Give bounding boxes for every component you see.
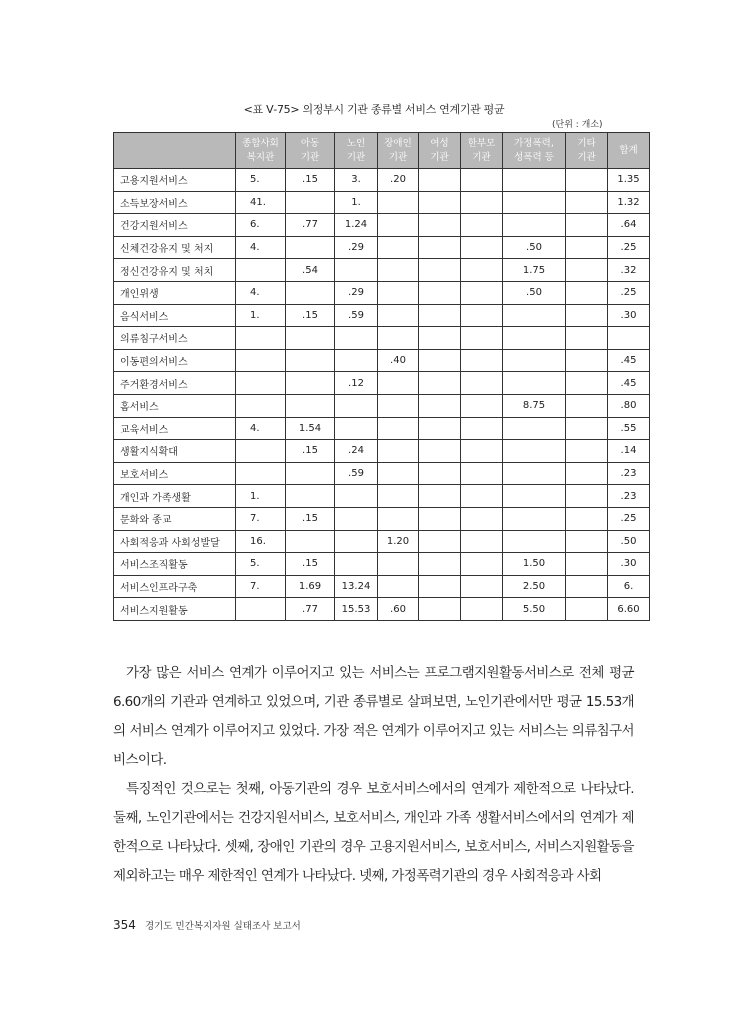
- table-cell: 6.: [236, 214, 286, 237]
- table-cell: [419, 372, 461, 395]
- table-cell: [419, 191, 461, 214]
- table-cell: [335, 507, 378, 530]
- table-row: [114, 507, 650, 530]
- table-row: [114, 304, 650, 327]
- table-cell: .15: [286, 553, 335, 576]
- table-cell: [419, 327, 461, 350]
- table-cell: 7.: [236, 575, 286, 598]
- table-cell: 1.75: [503, 259, 566, 282]
- table-cell: .15: [286, 169, 335, 192]
- table-cell: [419, 485, 461, 508]
- table-cell: [503, 440, 566, 463]
- table-cell: [503, 169, 566, 192]
- table-cell: [461, 304, 503, 327]
- table-row: [114, 485, 650, 508]
- table-cell: .23: [608, 462, 650, 485]
- table-cell: [286, 372, 335, 395]
- table-cell: .15: [286, 507, 335, 530]
- table-cell: [286, 530, 335, 553]
- table-cell: [503, 462, 566, 485]
- table-cell: [503, 372, 566, 395]
- table-cell: [419, 440, 461, 463]
- table-cell: 6.: [608, 575, 650, 598]
- table-cell: .59: [335, 462, 378, 485]
- table-cell: [566, 553, 608, 576]
- table-cell: [378, 372, 419, 395]
- row-label: 건강지원서비스: [114, 214, 236, 237]
- table-cell: .59: [335, 304, 378, 327]
- table-row: [114, 598, 650, 621]
- table-cell: [286, 349, 335, 372]
- table-header-row: [114, 133, 650, 169]
- table-cell: .50: [503, 281, 566, 304]
- table-cell: 4.: [236, 236, 286, 259]
- table-cell: [566, 169, 608, 192]
- table-cell: [236, 440, 286, 463]
- table-cell: [335, 327, 378, 350]
- table-cell: [378, 236, 419, 259]
- table-cell: [286, 281, 335, 304]
- table-cell: [461, 236, 503, 259]
- table-cell: [461, 575, 503, 598]
- table-cell: [419, 507, 461, 530]
- table-cell: .30: [608, 304, 650, 327]
- table-cell: [566, 327, 608, 350]
- table-cell: [461, 507, 503, 530]
- table-row: [114, 394, 650, 417]
- table-cell: 13.24: [335, 575, 378, 598]
- table-cell: 16.: [236, 530, 286, 553]
- table-cell: 1.35: [608, 169, 650, 192]
- table-cell: [378, 440, 419, 463]
- table-cell: .25: [608, 281, 650, 304]
- table-cell: [236, 327, 286, 350]
- page-footer: [113, 918, 301, 932]
- table-cell: 3.: [335, 169, 378, 192]
- table-cell: [378, 327, 419, 350]
- table-row: [114, 169, 650, 192]
- table-cell: [335, 394, 378, 417]
- table-cell: 15.53: [335, 598, 378, 621]
- row-label: 문화와 종교: [114, 507, 236, 530]
- table-cell: [419, 417, 461, 440]
- row-label: 서비스인프라구축: [114, 575, 236, 598]
- table-cell: [378, 191, 419, 214]
- table-cell: [419, 259, 461, 282]
- table-cell: .77: [286, 214, 335, 237]
- table-cell: [419, 214, 461, 237]
- table-cell: [566, 575, 608, 598]
- row-label: 홈서비스: [114, 394, 236, 417]
- table-cell: [503, 417, 566, 440]
- footer-title: 경기도 민간복지자원 실태조사 보고서: [144, 921, 301, 932]
- table-cell: [236, 394, 286, 417]
- header-total: 합계: [608, 133, 650, 169]
- table-cell: [461, 327, 503, 350]
- table-cell: [378, 485, 419, 508]
- row-label: 서비스조직활동: [114, 553, 236, 576]
- table-cell: [335, 530, 378, 553]
- table-row: [114, 236, 650, 259]
- table-cell: [419, 281, 461, 304]
- table-cell: [378, 259, 419, 282]
- row-label: 주거환경서비스: [114, 372, 236, 395]
- table-cell: [503, 507, 566, 530]
- header-col-2: 아동 기관: [286, 133, 335, 169]
- table-cell: .55: [608, 417, 650, 440]
- table-cell: [566, 394, 608, 417]
- table-cell: [461, 214, 503, 237]
- table-cell: 8.75: [503, 394, 566, 417]
- service-linkage-table: [113, 132, 650, 621]
- table-cell: .29: [335, 236, 378, 259]
- table-cell: 1.: [236, 485, 286, 508]
- table-row: [114, 259, 650, 282]
- table-cell: [286, 327, 335, 350]
- table-caption: <표 Ⅴ-75> 의정부시 기관 종류별 서비스 연계기관 평균: [243, 103, 505, 116]
- table-row: [114, 281, 650, 304]
- table-cell: [566, 372, 608, 395]
- table-row: [114, 327, 650, 350]
- table-cell: [378, 417, 419, 440]
- table-cell: .12: [335, 372, 378, 395]
- table-cell: [236, 349, 286, 372]
- table-cell: .64: [608, 214, 650, 237]
- row-label: 음식서비스: [114, 304, 236, 327]
- table-cell: [419, 462, 461, 485]
- table-cell: 4.: [236, 281, 286, 304]
- table-cell: .45: [608, 372, 650, 395]
- table-cell: .15: [286, 440, 335, 463]
- table-cell: [236, 462, 286, 485]
- table-cell: [566, 236, 608, 259]
- table-cell: [378, 553, 419, 576]
- table-cell: 1.50: [503, 553, 566, 576]
- table-cell: [461, 485, 503, 508]
- table-cell: [378, 214, 419, 237]
- table-cell: [378, 394, 419, 417]
- table-row: [114, 462, 650, 485]
- table-cell: [419, 349, 461, 372]
- row-label: 의류침구서비스: [114, 327, 236, 350]
- table-cell: [503, 327, 566, 350]
- table-cell: [236, 372, 286, 395]
- row-label: 이동편의서비스: [114, 349, 236, 372]
- table-cell: [419, 169, 461, 192]
- row-label: 개인위생: [114, 281, 236, 304]
- table-cell: .24: [335, 440, 378, 463]
- table-cell: [566, 598, 608, 621]
- table-cell: 1.69: [286, 575, 335, 598]
- table-cell: [419, 394, 461, 417]
- table-cell: [419, 553, 461, 576]
- table-cell: .25: [608, 507, 650, 530]
- table-cell: [378, 462, 419, 485]
- table-cell: [503, 349, 566, 372]
- table-row: [114, 214, 650, 237]
- table-cell: .30: [608, 553, 650, 576]
- table-cell: [286, 236, 335, 259]
- table-cell: [461, 372, 503, 395]
- row-label: 사회적응과 사회성발달: [114, 530, 236, 553]
- table-cell: [286, 394, 335, 417]
- table-cell: [503, 485, 566, 508]
- table-cell: 6.60: [608, 598, 650, 621]
- table-row: [114, 372, 650, 395]
- table-cell: [566, 507, 608, 530]
- header-col-8: 기타 기관: [566, 133, 608, 169]
- table-cell: [503, 530, 566, 553]
- table-cell: [461, 191, 503, 214]
- table-cell: [378, 575, 419, 598]
- table-cell: [461, 440, 503, 463]
- table-cell: [419, 575, 461, 598]
- table-row: [114, 191, 650, 214]
- table-cell: [236, 598, 286, 621]
- table-cell: .45: [608, 349, 650, 372]
- table-cell: [503, 214, 566, 237]
- table-cell: [461, 462, 503, 485]
- table-cell: [461, 598, 503, 621]
- table-cell: 1.: [335, 191, 378, 214]
- table-cell: 4.: [236, 417, 286, 440]
- header-col-3: 노인 기관: [335, 133, 378, 169]
- table-cell: [566, 349, 608, 372]
- table-cell: 5.: [236, 553, 286, 576]
- header-col-5: 여성 기관: [419, 133, 461, 169]
- table-cell: [378, 507, 419, 530]
- table-row: [114, 530, 650, 553]
- table-cell: [419, 304, 461, 327]
- table-cell: [566, 462, 608, 485]
- table-cell: [461, 394, 503, 417]
- header-col-4: 장애인 기관: [378, 133, 419, 169]
- header-col-7: 가정폭력, 성폭력 등: [503, 133, 566, 169]
- table-cell: .20: [378, 169, 419, 192]
- body-text: [113, 659, 634, 891]
- table-cell: 1.: [236, 304, 286, 327]
- table-cell: [566, 191, 608, 214]
- table-cell: .80: [608, 394, 650, 417]
- table-cell: [461, 553, 503, 576]
- row-label: 서비스지원활동: [114, 598, 236, 621]
- row-label: 고용지원서비스: [114, 169, 236, 192]
- row-label: 정신건강유지 및 처치: [114, 259, 236, 282]
- table-cell: 5.: [236, 169, 286, 192]
- table-cell: [335, 349, 378, 372]
- table-row: [114, 553, 650, 576]
- table-cell: [378, 304, 419, 327]
- table-cell: [335, 259, 378, 282]
- table-cell: 41.: [236, 191, 286, 214]
- table-cell: [566, 259, 608, 282]
- table-cell: [461, 259, 503, 282]
- table-row: [114, 440, 650, 463]
- table-cell: .50: [608, 530, 650, 553]
- row-label: 교육서비스: [114, 417, 236, 440]
- header-col-1: 종합사회 복지관: [236, 133, 286, 169]
- table-cell: [335, 485, 378, 508]
- table-cell: [566, 440, 608, 463]
- table-cell: 1.54: [286, 417, 335, 440]
- table-cell: [461, 530, 503, 553]
- table-cell: .50: [503, 236, 566, 259]
- table-cell: .77: [286, 598, 335, 621]
- table-cell: .54: [286, 259, 335, 282]
- table-cell: [566, 485, 608, 508]
- table-cell: [461, 349, 503, 372]
- table-cell: 1.20: [378, 530, 419, 553]
- table-cell: .14: [608, 440, 650, 463]
- table-cell: .40: [378, 349, 419, 372]
- table-cell: [286, 191, 335, 214]
- page-number: 354: [113, 918, 136, 932]
- table-row: [114, 349, 650, 372]
- table-cell: [286, 485, 335, 508]
- table-cell: [286, 462, 335, 485]
- table-cell: [566, 530, 608, 553]
- table-cell: .29: [335, 281, 378, 304]
- table-cell: [236, 259, 286, 282]
- header-col-6: 한부모 기관: [461, 133, 503, 169]
- table-cell: 1.24: [335, 214, 378, 237]
- paragraph-2: 특징적인 것으로는 첫째, 아동기관의 경우 보호서비스에서의 연계가 제한적으로 나타났다. 둘째, 노인기관에서는 건강지원서비스, 보호서비스, 개인과 가족 생활서비스에서의 연계가 제한적으로 나타났다. 셋째, 장애인 기관의 경우 고용지원서비스, 보호서비스, 서비스지원활동을 제외하고는 매우 제한적인 연계가 나타났다. 넷째, 가정폭력기관의 경우 사회적응과 사회: [113, 781, 634, 884]
- table-cell: .32: [608, 259, 650, 282]
- table-cell: .60: [378, 598, 419, 621]
- table-cell: 5.50: [503, 598, 566, 621]
- table-row: [114, 575, 650, 598]
- table-cell: [378, 281, 419, 304]
- table-body: [114, 169, 650, 621]
- table-cell: [566, 281, 608, 304]
- table-cell: [419, 598, 461, 621]
- table-cell: .23: [608, 485, 650, 508]
- table-cell: [335, 417, 378, 440]
- paragraph-1: 가장 많은 서비스 연계가 이루어지고 있는 서비스는 프로그램지원활동서비스로 전체 평균 6.60개의 기관과 연계하고 있었으며, 기관 종류별로 살펴보면, 노인기관에서만 평균 15.53개의 서비스 연계가 이루어지고 있었다. 가장 적은 연계가 이루어지고 있는 서비스는 의류침구서비스이다.: [113, 665, 634, 768]
- table-cell: [608, 327, 650, 350]
- table-cell: [503, 304, 566, 327]
- table-cell: [503, 191, 566, 214]
- table-cell: [335, 553, 378, 576]
- table-cell: [566, 304, 608, 327]
- table-cell: [419, 236, 461, 259]
- table-cell: [461, 417, 503, 440]
- table-cell: .15: [286, 304, 335, 327]
- row-label: 신체건강유지 및 처지: [114, 236, 236, 259]
- row-label: 보호서비스: [114, 462, 236, 485]
- table-row: [114, 417, 650, 440]
- header-corner: [114, 133, 236, 169]
- row-label: 소득보장서비스: [114, 191, 236, 214]
- table-cell: .25: [608, 236, 650, 259]
- table-cell: [566, 417, 608, 440]
- table-cell: 7.: [236, 507, 286, 530]
- row-label: 개인과 가족생활: [114, 485, 236, 508]
- row-label: 생활지식확대: [114, 440, 236, 463]
- table-cell: 1.32: [608, 191, 650, 214]
- table-cell: [461, 169, 503, 192]
- table-unit-note: (단위 : 개소): [552, 120, 603, 130]
- table-cell: 2.50: [503, 575, 566, 598]
- table-cell: [566, 214, 608, 237]
- table-cell: [461, 281, 503, 304]
- table-cell: [419, 530, 461, 553]
